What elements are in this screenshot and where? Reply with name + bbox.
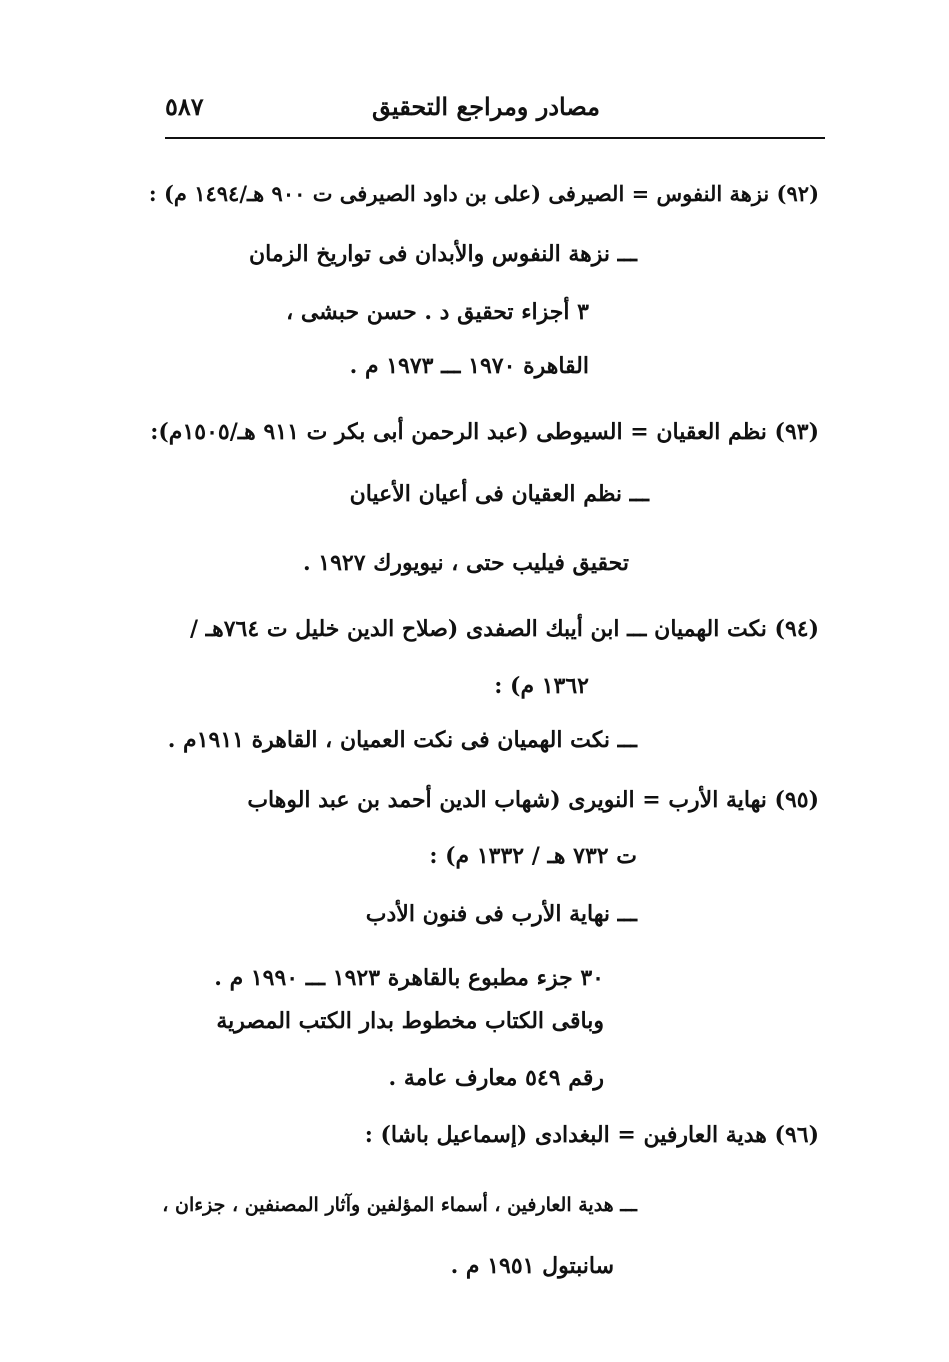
- entry-93-title: ـــ نظم العقيان فى أعيان الأعيان: [349, 481, 649, 507]
- entry-95-shelfmark: رقم ٥٤٩ معارف عامة .: [388, 1065, 604, 1091]
- entry-95-heading: (٩٥) نهاية الأرب = النويرى (شهاب الدين أحمد بن عبد الوهاب: [247, 787, 819, 813]
- entry-94-heading-cont: ١٣٦٢ م) :: [494, 673, 589, 699]
- entry-92-imprint: القاهرة ١٩٧٠ ـــ ١٩٧٣ م .: [349, 353, 589, 379]
- entry-95-heading-cont: ت ٧٣٢ هـ / ١٣٣٢ م) :: [429, 843, 637, 869]
- entry-95-detail: ٣٠ جزء مطبوع بالقاهرة ١٩٢٣ ـــ ١٩٩٠ م .: [214, 965, 604, 991]
- page-number: ٥٨٧: [165, 92, 204, 121]
- entry-93-imprint: تحقيق فيليب حتى ، نيويورك ١٩٢٧ .: [302, 550, 629, 576]
- header-rule: [165, 137, 825, 139]
- header-title: مصادر ومراجع التحقيق: [371, 92, 600, 121]
- entry-94-title: ـــ نكت الهميان فى نكت العميان ، القاهرة ١٩١١م .: [167, 727, 637, 753]
- entry-93-heading: (٩٣) نظم العقيان = السيوطى (عبد الرحمن أبى بكر ت ٩١١ هـ/١٥٠٥م):: [150, 419, 819, 445]
- entry-95-note: وباقى الكتاب مخطوط بدار الكتب المصرية: [216, 1008, 604, 1034]
- entry-92-heading: (٩٢) نزهة النفوس = الصيرفى (على بن داود الصيرفى ت ٩٠٠ هـ/١٤٩٤ م) :: [148, 181, 819, 206]
- running-header: [165, 88, 825, 128]
- entry-94-heading: (٩٤) نكت الهميان ـــ ابن أيبك الصفدى (صلاح الدين خليل ت ٧٦٤هـ /: [189, 616, 819, 642]
- entry-96-heading: (٩٦) هدية العارفين = البغدادى (إسماعيل باشا) :: [364, 1122, 819, 1148]
- entry-96-title: ـــ هدية العارفين ، أسماء المؤلفين وآثار المصنفين ، جزءان ،: [162, 1194, 637, 1216]
- entry-92-detail: ٣ أجزاء تحقيق د . حسن حبشى ،: [286, 299, 589, 325]
- entry-92-title: ـــ نزهة النفوس والأبدان فى تواريخ الزمان: [249, 241, 637, 267]
- entry-96-imprint: سانبتول ١٩٥١ م .: [450, 1253, 614, 1279]
- entry-95-title: ـــ نهاية الأرب فى فنون الأدب: [365, 901, 637, 927]
